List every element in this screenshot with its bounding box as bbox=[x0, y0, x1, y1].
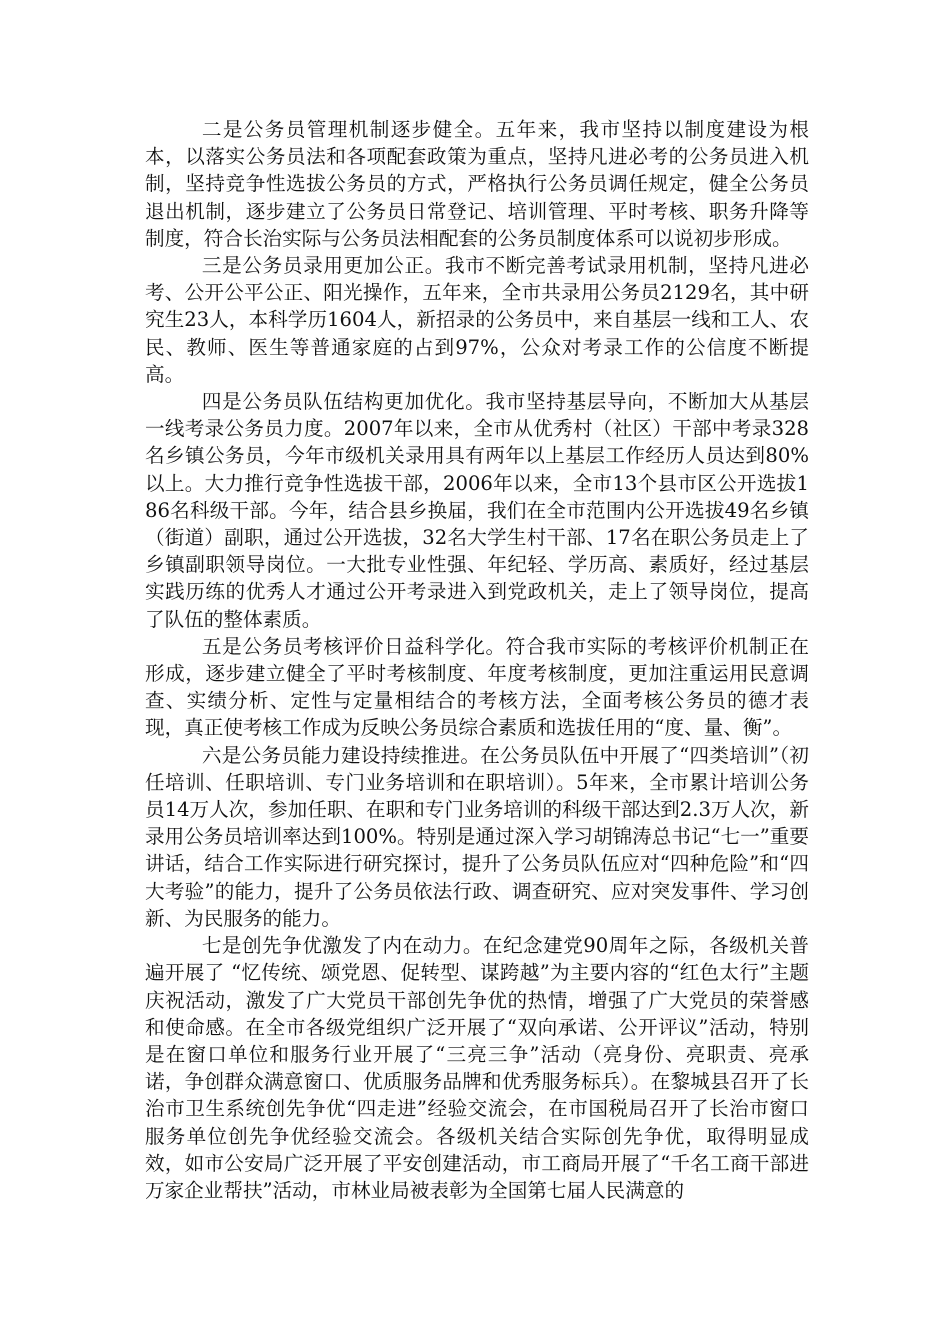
document-body bbox=[145, 116, 809, 1204]
paragraph-3-recruitment: 三是公务员录用更加公正。我市不断完善考试录用机制，坚持凡进必考、公开公平公正、阳光操作，五年来，全市共录用公务员2129名，其中研究生23人，本科学历1604人，新招录的公务员中，来自基层一线和工人、农民、教师、医生等普通家庭的占到97%，公众对考录工作的公信度不断提高。 bbox=[145, 254, 809, 386]
paragraph-2-management-mechanism: 二是公务员管理机制逐步健全。五年来，我市坚持以制度建设为根本，以落实公务员法和各项配套政策为重点，坚持凡进必考的公务员进入机制，坚持竞争性选拔公务员的方式，严格执行公务员调任规定，健全公务员退出机制，逐步建立了公务员日常登记、培训管理、平时考核、职务升降等制度，符合长治实际与公务员法相配套的公务员制度体系可以说初步形成。 bbox=[145, 118, 809, 250]
paragraph-6-capacity-building: 六是公务员能力建设持续推进。在公务员队伍中开展了“四类培训”（初任培训、任职培训、专门业务培训和在职培训）。5年来，全市累计培训公务员14万人次，参加任职、在职和专门业务培训的科级干部达到2.3万人次，新录用公务员培训率达到100%。特别是通过深入学习胡锦涛总书记“七一”重要讲话，结合工作实际进行研究探讨，提升了公务员队伍应对“四种危险”和“四大考验”的能力，提升了公务员依法行政、调查研究、应对突发事件、学习创新、为民服务的能力。 bbox=[145, 743, 809, 930]
paragraph-5-evaluation: 五是公务员考核评价日益科学化。符合我市实际的考核评价机制正在形成，逐步建立健全了平时考核制度、年度考核制度，更加注重运用民意调查、实绩分析、定性与定量相结合的考核方法，全面考核公务员的德才表现，真正使考核工作成为反映公务员综合素质和选拔任用的“度、量、衡”。 bbox=[145, 634, 809, 740]
paragraph-7-excellence-campaign: 七是创先争优激发了内在动力。在纪念建党90周年之际，各级机关普遍开展了 “忆传统、颂党恩、促转型、谋跨越”为主要内容的“红色太行”主题庆祝活动，激发了广大党员干部创先争优的热情，增强了广大党员的荣誉感和使命感。在全市各级党组织广泛开展了“双向承诺、公开评议”活动，特别是在窗口单位和服务行业开展了“三亮三争”活动（亮身份、亮职责、亮承诺，争创群众满意窗口、优质服务品牌和优秀服务标兵）。在黎城县召开了长治市卫生系统创先争优“四走进”经验交流会，在市国税局召开了长治市窗口服务单位创先争优经验交流会。各级机关结合实际创先争优，取得明显成效，如市公安局广泛开展了平安创建活动，市工商局开展了“千名工商干部进万家企业帮扶”活动，市林业局被表彰为全国第七届人民满意的 bbox=[145, 934, 809, 1202]
paragraph-4-team-structure: 四是公务员队伍结构更加优化。我市坚持基层导向，不断加大从基层一线考录公务员力度。2007年以来，全市从优秀村（社区）干部中考录328名乡镇公务员，今年市级机关录用具有两年以上基层工作经历人员达到80%以上。大力推行竞争性选拔干部，2006年以来，全市13个县市区公开选拔186名科级干部。今年，结合县乡换届，我们在全市范围内公开选拔49名乡镇（街道）副职，通过公开选拔，32名大学生村干部、17名在职公务员走上了乡镇副职领导岗位。一大批专业性强、年纪轻、学历高、素质好，经过基层实践历练的优秀人才通过公开考录进入到党政机关，走上了领导岗位，提高了队伍的整体素质。 bbox=[145, 390, 809, 631]
